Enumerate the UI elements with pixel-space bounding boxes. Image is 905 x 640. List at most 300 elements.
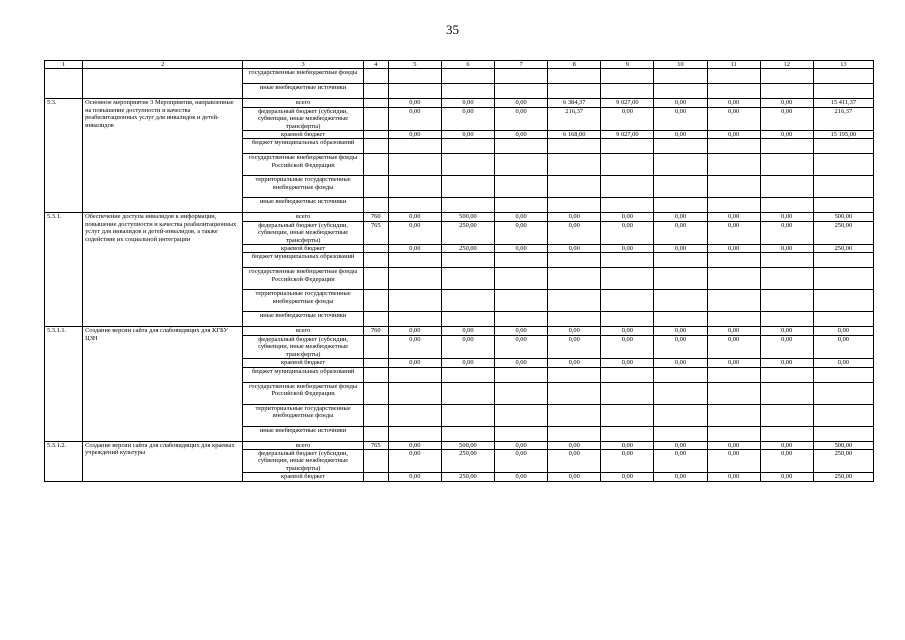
amount-cell: 0,00 — [707, 107, 760, 130]
amount-cell — [495, 268, 548, 290]
amount-cell: 0,00 — [601, 245, 654, 253]
amount-cell: 0,00 — [707, 335, 760, 358]
amount-cell: 0,00 — [601, 221, 654, 244]
amount-cell: 0,00 — [388, 359, 441, 367]
grbs-code — [363, 335, 388, 358]
amount-cell: 0,00 — [388, 131, 441, 139]
header-row — [45, 61, 874, 69]
amount-cell: 0,00 — [707, 449, 760, 472]
amount-cell — [548, 139, 601, 154]
amount-cell: 0,00 — [707, 131, 760, 139]
amount-cell — [813, 382, 873, 404]
amount-cell — [441, 198, 494, 213]
amount-cell — [760, 312, 813, 327]
amount-cell: 0,00 — [548, 359, 601, 367]
amount-cell — [813, 290, 873, 312]
amount-cell — [601, 268, 654, 290]
funding-source: федеральный бюджет (субсидии, субвенции, иные межбюджетные трансферты) — [243, 449, 363, 472]
column-header: 11 — [707, 61, 760, 69]
amount-cell: 0,00 — [654, 335, 707, 358]
amount-cell: 0,00 — [495, 107, 548, 130]
amount-cell: 0,00 — [654, 245, 707, 253]
amount-cell — [760, 198, 813, 213]
table-row — [45, 213, 874, 221]
amount-cell — [548, 176, 601, 198]
funding-source: иные внебюджетные источники — [243, 312, 363, 327]
grbs-code — [363, 176, 388, 198]
grbs-code — [363, 268, 388, 290]
amount-cell: 250,00 — [441, 221, 494, 244]
amount-cell: 0,00 — [760, 359, 813, 367]
grbs-code — [363, 290, 388, 312]
funding-source: государственные внебюджетные фонды Российской Федерации — [243, 268, 363, 290]
amount-cell: 0,00 — [388, 99, 441, 107]
amount-cell — [441, 253, 494, 268]
grbs-code — [363, 154, 388, 176]
amount-cell: 0,00 — [654, 107, 707, 130]
amount-cell: 500,00 — [441, 213, 494, 221]
amount-cell — [654, 139, 707, 154]
amount-cell: 0,00 — [760, 213, 813, 221]
amount-cell — [388, 426, 441, 441]
item-name: Создание версии сайта для слабовидящих для краевых учреждений культуры — [83, 441, 243, 481]
amount-cell — [707, 367, 760, 382]
amount-cell: 0,00 — [388, 327, 441, 335]
item-code: 5.3. — [45, 99, 83, 213]
column-header: 3 — [243, 61, 363, 69]
amount-cell: 0,00 — [495, 449, 548, 472]
amount-cell — [654, 404, 707, 426]
amount-cell — [813, 312, 873, 327]
amount-cell — [388, 312, 441, 327]
item-code: 5.3.1.1. — [45, 327, 83, 441]
amount-cell: 0,00 — [601, 359, 654, 367]
amount-cell — [441, 139, 494, 154]
funding-source: всего — [243, 327, 363, 335]
amount-cell: 250,00 — [813, 449, 873, 472]
table-body — [45, 69, 874, 481]
amount-cell: 0,00 — [388, 449, 441, 472]
amount-cell — [495, 69, 548, 84]
funding-source: краевой бюджет — [243, 473, 363, 481]
amount-cell — [388, 290, 441, 312]
amount-cell — [495, 312, 548, 327]
amount-cell: 0,00 — [495, 213, 548, 221]
amount-cell: 0,00 — [441, 107, 494, 130]
amount-cell — [441, 84, 494, 99]
funding-source: всего — [243, 213, 363, 221]
column-header: 1 — [45, 61, 83, 69]
amount-cell: 0,00 — [495, 335, 548, 358]
amount-cell — [495, 404, 548, 426]
amount-cell — [654, 198, 707, 213]
column-header: 12 — [760, 61, 813, 69]
amount-cell: 6 384,37 — [548, 99, 601, 107]
amount-cell: 0,00 — [388, 245, 441, 253]
amount-cell: 0,00 — [495, 473, 548, 481]
amount-cell — [707, 176, 760, 198]
amount-cell — [601, 139, 654, 154]
amount-cell: 0,00 — [760, 99, 813, 107]
amount-cell: 9 027,00 — [601, 99, 654, 107]
amount-cell — [548, 312, 601, 327]
amount-cell — [495, 198, 548, 213]
amount-cell — [601, 367, 654, 382]
amount-cell — [548, 253, 601, 268]
amount-cell: 0,00 — [548, 441, 601, 449]
amount-cell — [388, 367, 441, 382]
amount-cell — [813, 84, 873, 99]
amount-cell: 0,00 — [441, 131, 494, 139]
amount-cell — [707, 198, 760, 213]
funding-source: территориальные государственные внебюджетные фонды — [243, 176, 363, 198]
grbs-code — [363, 449, 388, 472]
amount-cell — [813, 367, 873, 382]
amount-cell — [654, 69, 707, 84]
column-header: 13 — [813, 61, 873, 69]
grbs-code — [363, 107, 388, 130]
funding-source: территориальные государственные внебюджетные фонды — [243, 404, 363, 426]
amount-cell — [601, 290, 654, 312]
amount-cell — [548, 404, 601, 426]
grbs-code — [363, 139, 388, 154]
amount-cell — [760, 154, 813, 176]
amount-cell: 0,00 — [441, 99, 494, 107]
amount-cell: 0,00 — [495, 245, 548, 253]
amount-cell — [495, 382, 548, 404]
amount-cell — [548, 69, 601, 84]
funding-source: бюджет муниципальных образований — [243, 253, 363, 268]
amount-cell: 0,00 — [654, 131, 707, 139]
amount-cell: 0,00 — [388, 221, 441, 244]
amount-cell — [707, 139, 760, 154]
amount-cell: 0,00 — [654, 99, 707, 107]
grbs-code: 765 — [363, 441, 388, 449]
amount-cell: 216,37 — [548, 107, 601, 130]
amount-cell — [654, 312, 707, 327]
amount-cell: 0,00 — [388, 107, 441, 130]
amount-cell — [388, 176, 441, 198]
amount-cell — [548, 84, 601, 99]
table-row — [45, 99, 874, 107]
amount-cell — [813, 268, 873, 290]
amount-cell — [707, 426, 760, 441]
funding-source: краевой бюджет — [243, 131, 363, 139]
table-row — [45, 327, 874, 335]
amount-cell: 250,00 — [813, 221, 873, 244]
amount-cell: 0,00 — [654, 327, 707, 335]
amount-cell — [813, 176, 873, 198]
amount-cell — [548, 367, 601, 382]
amount-cell — [601, 404, 654, 426]
grbs-code — [363, 198, 388, 213]
amount-cell — [601, 426, 654, 441]
column-header: 7 — [495, 61, 548, 69]
amount-cell — [654, 426, 707, 441]
amount-cell — [760, 290, 813, 312]
amount-cell: 15 411,37 — [813, 99, 873, 107]
amount-cell — [654, 176, 707, 198]
item-name: Создание версии сайта для слабовидящих для КГБУ ЦЗН — [83, 327, 243, 441]
amount-cell: 0,00 — [813, 335, 873, 358]
grbs-code — [363, 84, 388, 99]
amount-cell — [388, 253, 441, 268]
amount-cell — [707, 253, 760, 268]
amount-cell — [495, 253, 548, 268]
amount-cell: 0,00 — [654, 213, 707, 221]
amount-cell — [495, 154, 548, 176]
amount-cell — [601, 84, 654, 99]
amount-cell — [495, 84, 548, 99]
grbs-code — [363, 473, 388, 481]
amount-cell: 0,00 — [707, 221, 760, 244]
amount-cell — [548, 382, 601, 404]
funding-source: государственные внебюджетные фонды Российской Федерации — [243, 382, 363, 404]
amount-cell: 250,00 — [441, 245, 494, 253]
amount-cell — [707, 154, 760, 176]
amount-cell: 216,37 — [813, 107, 873, 130]
column-header: 8 — [548, 61, 601, 69]
amount-cell — [495, 426, 548, 441]
grbs-code — [363, 359, 388, 367]
amount-cell: 0,00 — [760, 335, 813, 358]
amount-cell — [760, 382, 813, 404]
column-header: 9 — [601, 61, 654, 69]
column-header: 4 — [363, 61, 388, 69]
amount-cell: 0,00 — [548, 473, 601, 481]
funding-source: всего — [243, 441, 363, 449]
amount-cell — [441, 382, 494, 404]
amount-cell — [654, 154, 707, 176]
amount-cell: 0,00 — [760, 449, 813, 472]
amount-cell: 0,00 — [654, 441, 707, 449]
funding-source: федеральный бюджет (субсидии, субвенции, иные межбюджетные трансферты) — [243, 107, 363, 130]
amount-cell — [654, 382, 707, 404]
amount-cell: 0,00 — [760, 107, 813, 130]
amount-cell: 250,00 — [441, 449, 494, 472]
amount-cell: 0,00 — [388, 335, 441, 358]
grbs-code — [363, 99, 388, 107]
amount-cell — [548, 268, 601, 290]
item-code: 5.3.1.2. — [45, 441, 83, 481]
grbs-code — [363, 253, 388, 268]
amount-cell: 0,00 — [495, 99, 548, 107]
amount-cell: 250,00 — [813, 245, 873, 253]
amount-cell — [388, 84, 441, 99]
funding-source: иные внебюджетные источники — [243, 198, 363, 213]
amount-cell — [388, 139, 441, 154]
amount-cell — [548, 426, 601, 441]
grbs-code — [363, 245, 388, 253]
amount-cell — [760, 268, 813, 290]
funding-source: федеральный бюджет (субсидии, субвенции, иные межбюджетные трансферты) — [243, 221, 363, 244]
amount-cell — [388, 154, 441, 176]
amount-cell: 0,00 — [495, 327, 548, 335]
amount-cell — [760, 367, 813, 382]
grbs-code — [363, 131, 388, 139]
amount-cell — [760, 84, 813, 99]
amount-cell: 0,00 — [495, 359, 548, 367]
item-code: 5.3.1. — [45, 213, 83, 327]
grbs-code — [363, 426, 388, 441]
amount-cell — [654, 84, 707, 99]
amount-cell — [707, 69, 760, 84]
amount-cell — [441, 367, 494, 382]
amount-cell: 0,00 — [707, 213, 760, 221]
amount-cell — [495, 367, 548, 382]
amount-cell — [707, 290, 760, 312]
amount-cell — [388, 404, 441, 426]
item-name: Обеспечение доступа инвалидов к информации, повышение доступности и качества реабилитационных услуг для инвалидов и детей-инвалидов, а также содействие их социальной интеграции — [83, 213, 243, 327]
amount-cell: 0,00 — [495, 441, 548, 449]
amount-cell — [441, 404, 494, 426]
column-header: 5 — [388, 61, 441, 69]
amount-cell — [813, 253, 873, 268]
grbs-code — [363, 382, 388, 404]
amount-cell — [601, 382, 654, 404]
amount-cell: 0,00 — [707, 327, 760, 335]
amount-cell — [441, 312, 494, 327]
amount-cell — [760, 426, 813, 441]
amount-cell — [548, 198, 601, 213]
grbs-code — [363, 312, 388, 327]
amount-cell: 500,00 — [813, 213, 873, 221]
amount-cell — [813, 404, 873, 426]
amount-cell: 0,00 — [601, 449, 654, 472]
amount-cell — [707, 312, 760, 327]
funding-source: краевой бюджет — [243, 245, 363, 253]
column-header: 6 — [441, 61, 494, 69]
amount-cell: 15 195,00 — [813, 131, 873, 139]
amount-cell: 9 027,00 — [601, 131, 654, 139]
funding-source: территориальные государственные внебюджетные фонды — [243, 290, 363, 312]
amount-cell — [548, 154, 601, 176]
amount-cell: 6 168,00 — [548, 131, 601, 139]
amount-cell — [548, 290, 601, 312]
amount-cell — [495, 176, 548, 198]
amount-cell: 0,00 — [548, 449, 601, 472]
grbs-code — [363, 367, 388, 382]
amount-cell: 0,00 — [601, 327, 654, 335]
amount-cell: 0,00 — [760, 245, 813, 253]
amount-cell — [707, 84, 760, 99]
grbs-code: 765 — [363, 221, 388, 244]
amount-cell — [441, 268, 494, 290]
amount-cell: 250,00 — [813, 473, 873, 481]
amount-cell: 500,00 — [441, 441, 494, 449]
grbs-code — [363, 404, 388, 426]
amount-cell: 0,00 — [441, 327, 494, 335]
amount-cell — [707, 382, 760, 404]
budget-table — [44, 60, 874, 482]
amount-cell — [654, 268, 707, 290]
page-number: 35 — [446, 22, 459, 37]
amount-cell — [601, 154, 654, 176]
amount-cell — [388, 382, 441, 404]
amount-cell — [388, 198, 441, 213]
funding-source: краевой бюджет — [243, 359, 363, 367]
table-row — [45, 69, 874, 84]
amount-cell: 0,00 — [654, 449, 707, 472]
amount-cell: 0,00 — [548, 335, 601, 358]
amount-cell — [495, 139, 548, 154]
grbs-code — [363, 69, 388, 84]
amount-cell: 0,00 — [388, 473, 441, 481]
amount-cell — [760, 69, 813, 84]
amount-cell — [707, 268, 760, 290]
amount-cell: 0,00 — [813, 359, 873, 367]
amount-cell: 0,00 — [707, 473, 760, 481]
grbs-code: 760 — [363, 327, 388, 335]
amount-cell: 0,00 — [654, 221, 707, 244]
amount-cell — [601, 312, 654, 327]
column-header: 10 — [654, 61, 707, 69]
item-name: Основное мероприятие 3 Мероприятия, направленные на повышение доступности и качества реабилитационных услуг для инвалидов и детей-инвалидов — [83, 99, 243, 213]
amount-cell — [441, 154, 494, 176]
amount-cell — [813, 154, 873, 176]
funding-source: иные внебюджетные источники — [243, 426, 363, 441]
amount-cell: 0,00 — [388, 441, 441, 449]
amount-cell: 0,00 — [760, 327, 813, 335]
amount-cell: 0,00 — [495, 131, 548, 139]
amount-cell: 0,00 — [601, 335, 654, 358]
amount-cell: 0,00 — [707, 359, 760, 367]
amount-cell — [707, 404, 760, 426]
amount-cell: 0,00 — [707, 99, 760, 107]
amount-cell — [760, 404, 813, 426]
amount-cell: 0,00 — [601, 107, 654, 130]
amount-cell — [813, 69, 873, 84]
amount-cell — [388, 69, 441, 84]
funding-source: федеральный бюджет (субсидии, субвенции, иные межбюджетные трансферты) — [243, 335, 363, 358]
amount-cell: 0,00 — [654, 473, 707, 481]
amount-cell: 0,00 — [654, 359, 707, 367]
amount-cell: 0,00 — [441, 359, 494, 367]
funding-source: иные внебюджетные источники — [243, 84, 363, 99]
amount-cell — [760, 253, 813, 268]
amount-cell: 0,00 — [601, 441, 654, 449]
amount-cell: 0,00 — [707, 245, 760, 253]
amount-cell: 0,00 — [707, 441, 760, 449]
amount-cell — [813, 426, 873, 441]
amount-cell — [441, 69, 494, 84]
amount-cell — [441, 176, 494, 198]
amount-cell: 0,00 — [388, 213, 441, 221]
amount-cell: 250,00 — [441, 473, 494, 481]
amount-cell: 0,00 — [548, 221, 601, 244]
amount-cell — [813, 198, 873, 213]
amount-cell — [760, 139, 813, 154]
amount-cell: 500,00 — [813, 441, 873, 449]
amount-cell — [601, 253, 654, 268]
amount-cell: 0,00 — [760, 441, 813, 449]
item-name — [83, 69, 243, 99]
funding-source: государственные внебюджетные фонды — [243, 69, 363, 84]
amount-cell: 0,00 — [601, 213, 654, 221]
amount-cell: 0,00 — [548, 213, 601, 221]
amount-cell: 0,00 — [760, 131, 813, 139]
amount-cell — [601, 198, 654, 213]
amount-cell: 0,00 — [813, 327, 873, 335]
amount-cell — [495, 290, 548, 312]
amount-cell — [654, 367, 707, 382]
amount-cell: 0,00 — [601, 473, 654, 481]
funding-source: государственные внебюджетные фонды Российской Федерации — [243, 154, 363, 176]
amount-cell — [654, 290, 707, 312]
column-header: 2 — [83, 61, 243, 69]
amount-cell — [760, 176, 813, 198]
amount-cell: 0,00 — [760, 473, 813, 481]
